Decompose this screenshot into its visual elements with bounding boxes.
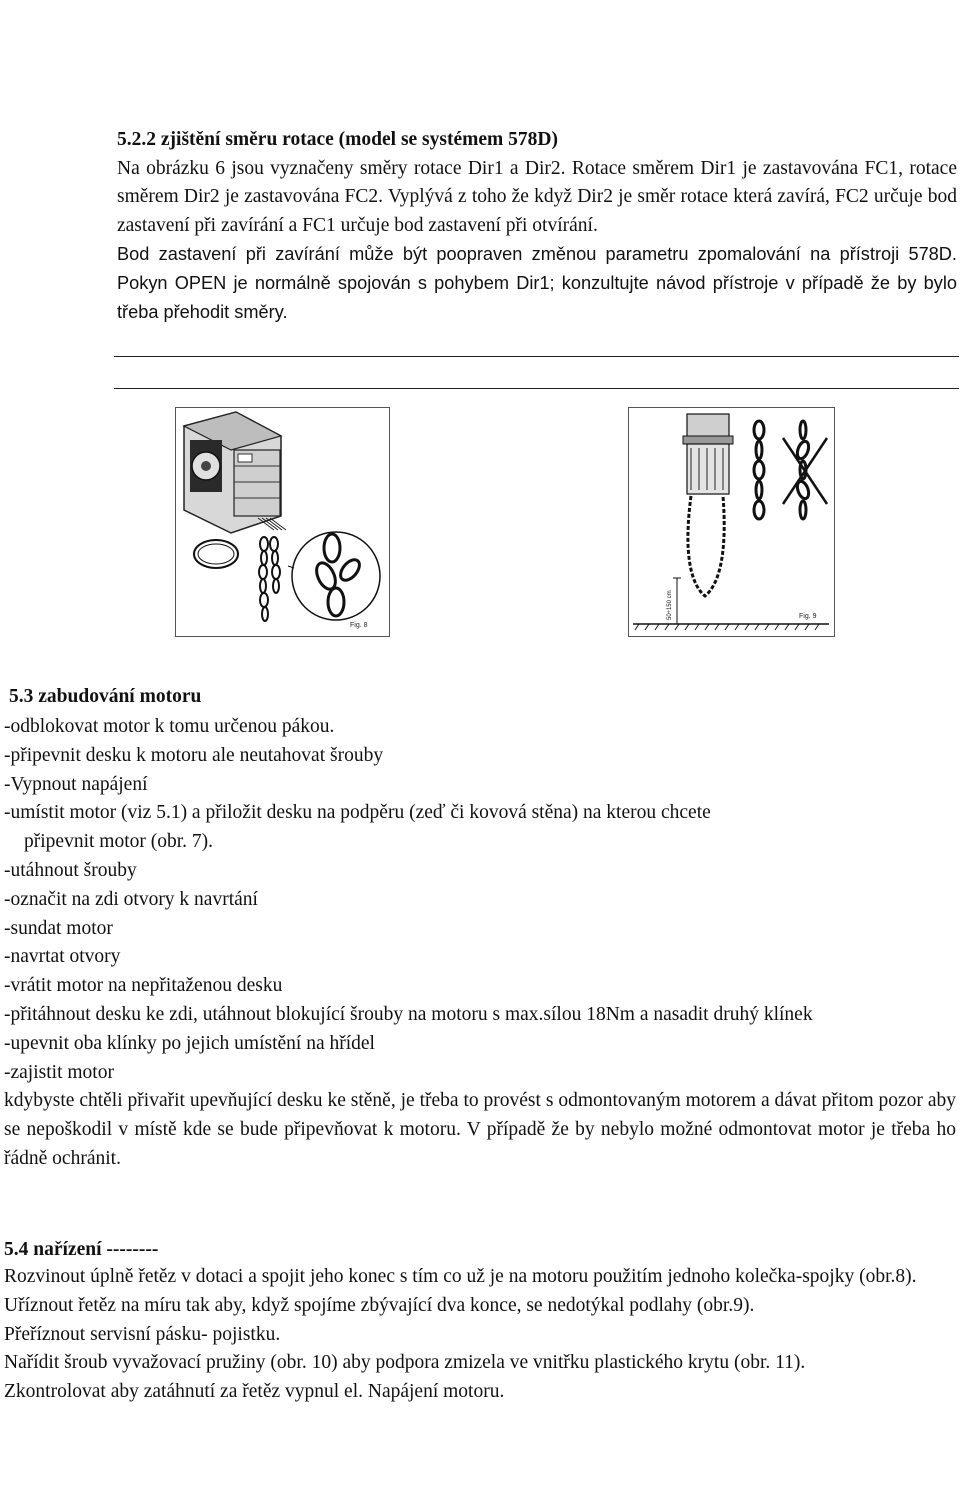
instruction-line: Zkontrolovat aby zatáhnutí za řetěz vypnul el. Napájení motoru.: [4, 1381, 505, 1403]
instruction-line: -připevnit desku k motoru ale neutahovat šrouby: [4, 744, 384, 766]
instruction-line: -sundat motor: [4, 917, 113, 939]
section-53-body: [4, 713, 956, 1174]
instruction-line: -Vypnout napájení: [4, 773, 148, 795]
instruction-line: Nařídit šroub vyvažovací pružiny (obr. 10) aby podpora zmizela ve vnitřku plastického krytu (obr. 11).: [4, 1352, 806, 1374]
instruction-line: -umístit motor (viz 5.1) a přiložit desku na podpěru (zeď či kovová stěna) na kterou chcete: [4, 802, 711, 824]
instruction-line: připevnit motor (obr. 7).: [24, 831, 214, 853]
instruction-line: -označit na zdi otvory k navrtání: [4, 888, 258, 910]
instruction-line: -utáhnout šrouby: [4, 859, 137, 881]
figure-8-label: Fig. 8: [350, 622, 368, 629]
motor-chain-drawing: [176, 408, 389, 636]
section-522: [117, 126, 957, 326]
instruction-line: Přeříznout servisní pásku- pojistku.: [4, 1323, 281, 1345]
section-522-paragraph-1: Na obrázku 6 jsou vyznačeny směry rotace Dir1 a Dir2. Rotace směrem Dir1 je zastavována FC1, rotace směrem Dir2 je zastavována FC2. Vyplývá z toho že když Dir2 je směr rotace která zavírá, FC2 určuje bod zastavení při zavírání a FC1 určuje bod zastavení při otvírání.: [117, 157, 957, 236]
instruction-line: -přitáhnout desku ke zdi, utáhnout blokující šrouby na motoru s max.sílou 18Nm a nasadit druhý klínek: [4, 1003, 813, 1025]
horizontal-rule: [114, 356, 959, 357]
welding-note: kdybyste chtěli přivařit upevňující desku ke stěně, je třeba to provést s odmontovaným motorem a dávat přitom pozor aby se nepoškodil v místě kde se bude připevňovat k motoru. V případě že by nebylo možné odmontovat motor je třeba ho řádně ochránit.: [4, 1090, 956, 1169]
section-522-paragraph-2: Bod zastavení při zavírání může být poopraven změnou parametru zpomalování na přístroji 578D. Pokyn OPEN je normálně spojován s pohybem Dir1; konzultujte návod přístroje v případě že by bylo třeba přehodit směry.: [117, 244, 957, 322]
horizontal-rule: [114, 388, 959, 389]
section-522-heading: 5.2.2 zjištění směru rotace (model se systémem 578D): [117, 129, 558, 150]
instruction-line: -vrátit motor na nepřitaženou desku: [4, 975, 283, 997]
figure-9-label: Fig. 9: [799, 613, 817, 620]
correct-chain: [754, 421, 764, 519]
chain-length-drawing: [629, 408, 834, 636]
section-54-body: [4, 1263, 956, 1407]
section-54-heading: 5.4 nařízení --------: [4, 1239, 159, 1260]
cross-out-mark: [783, 438, 827, 504]
instruction-line: Rozvinout úplně řetěz v dotaci a spojit jeho konec s tím co už je na motoru použitím jednoho kolečka-spojky (obr.8).: [4, 1266, 917, 1287]
section-53-heading: 5.3 zabudování motoru: [9, 686, 202, 707]
instruction-line: -navrtat otvory: [4, 946, 121, 968]
instruction-line: -odblokovat motor k tomu určenou pákou.: [4, 716, 335, 737]
figure-9-dimension: 50÷150 cm: [667, 590, 673, 620]
instruction-line: Uříznout řetěz na míru tak aby, když spojíme zbývající dva konce, se nedotýkal podlahy (obr.9).: [4, 1294, 755, 1316]
instruction-line: -zajistit motor: [4, 1061, 114, 1083]
figure-8-motor-chain: [175, 407, 390, 637]
instruction-line: -upevnit oba klínky po jejich umístění na hřídel: [4, 1032, 375, 1054]
figure-9-chain-length: [628, 407, 835, 637]
